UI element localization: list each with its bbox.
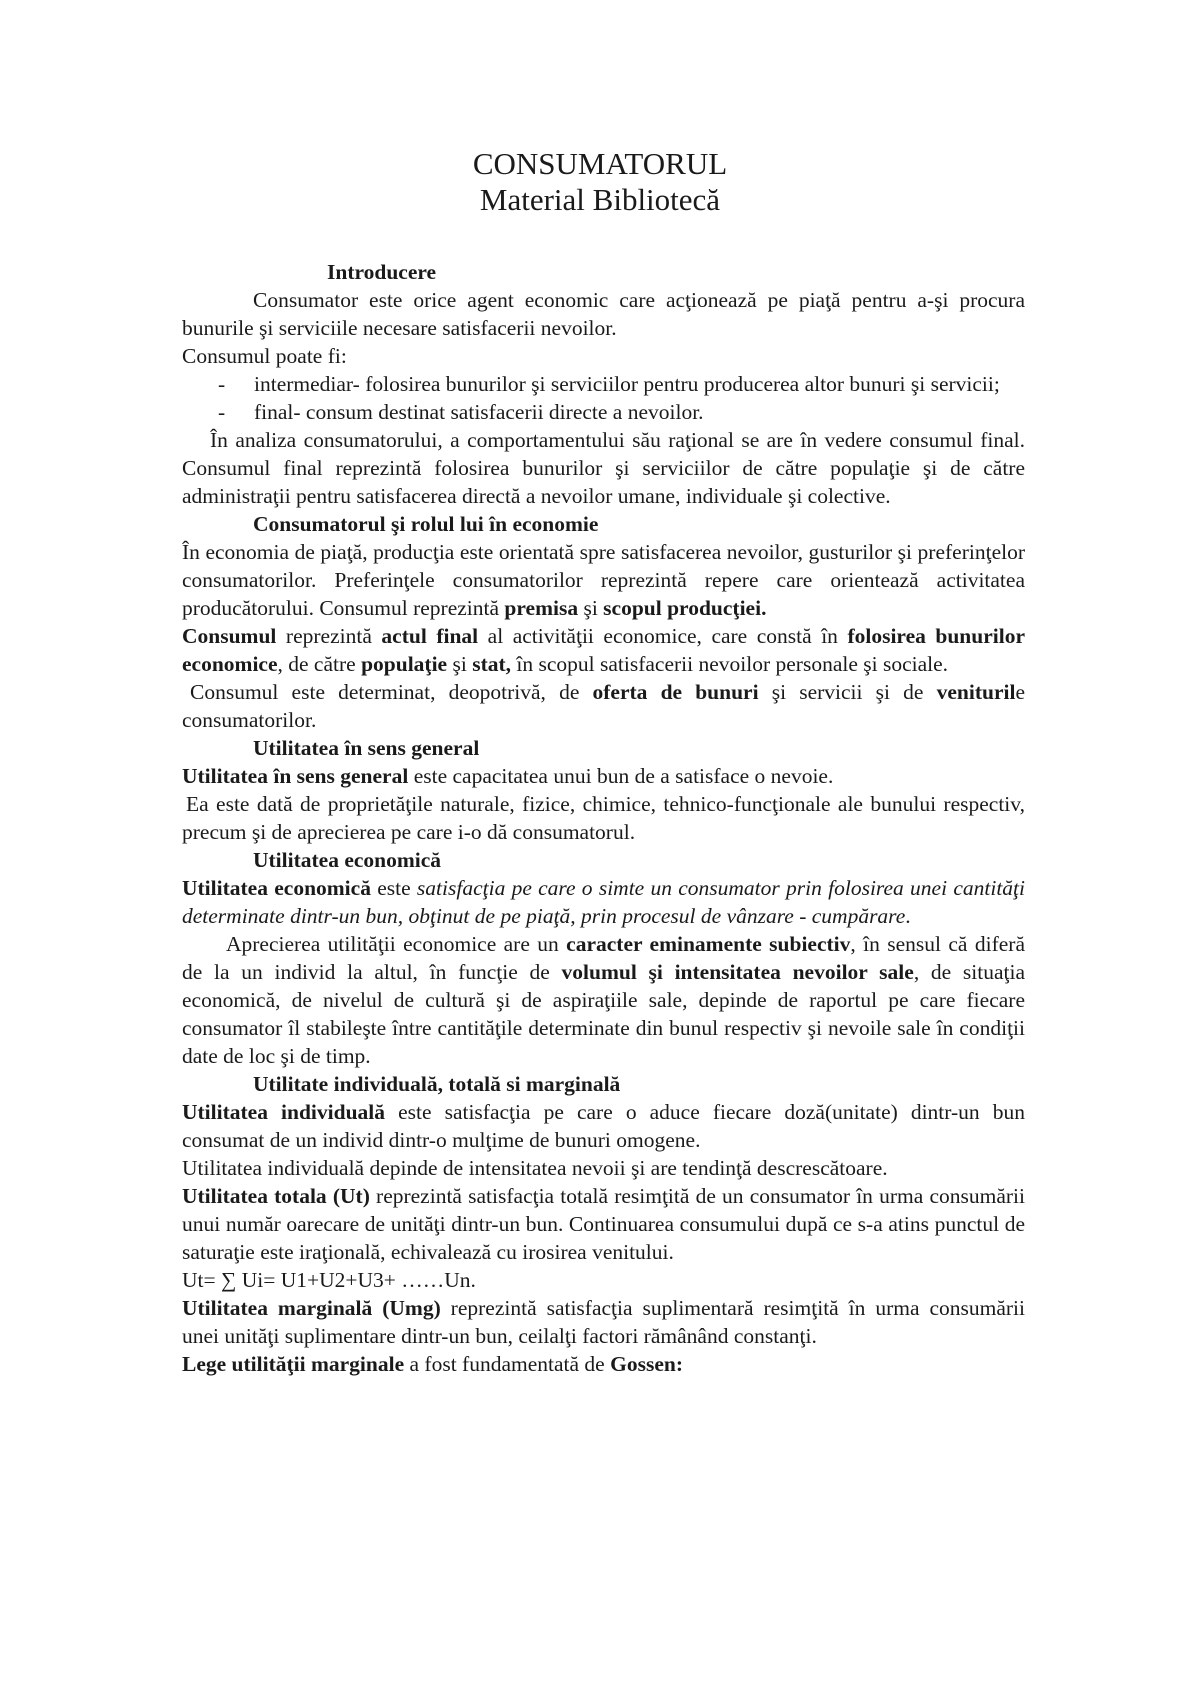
paragraph-consumption-determined: Consumul este determinat, deopotrivă, de oferta de bunuri şi servicii şi de veniturile consumatorilor. <box>182 680 1025 732</box>
document-title <box>0 146 1200 218</box>
heading-general-utility: Utilitatea în sens general <box>253 736 480 760</box>
paragraph-total-utility: Utilitatea totala (Ut) reprezintă satisfacţia totală resimţită de un consumator în urma consumării unui număr oarecare de unităţi dintr-un bun. Continuarea consumului după ce s-a atins punctul de saturaţie este iraţională, echivalează cu irosirea venitului. <box>182 1184 1025 1264</box>
paragraph-final-consumption: În analiza consumatorului, a comportamentului său raţional se are în vedere consumul final. Consumul final reprezintă folosirea bunurilor şi serviciilor de către populaţie şi de către administraţii pentru satisfacerea directă a nevoilor umane, individuale şi colective. <box>182 428 1025 508</box>
paragraph-individual-utility-tendency: Utilitatea individuală depinde de intensitatea nevoii şi are tendinţă descrescătoare. <box>182 1156 888 1180</box>
list-item-text: intermediar- folosirea bunurilor şi serviciilor pentru producerea altor bunuri şi servicii; <box>254 372 1000 396</box>
paragraph-marginal-law: Lege utilităţii marginale a fost fundamentată de Gossen: <box>182 1352 683 1376</box>
heading-economic-utility: Utilitatea economică <box>253 848 442 872</box>
list-dash: - <box>218 400 226 424</box>
heading-consumer-role: Consumatorul şi rolul lui în economie <box>253 512 599 536</box>
paragraph-general-utility-properties: Ea este dată de proprietăţile naturale, fizice, chimice, tehnico-funcţionale ale bunului respectiv, precum şi de aprecierea pe care i-o dă consumatorul. <box>182 792 1025 844</box>
document-body <box>182 258 1025 1378</box>
paragraph-general-utility-definition: Utilitatea în sens general este capacitatea unui bun de a satisface o nevoie. <box>182 764 834 788</box>
paragraph-consumption-types: Consumul poate fi: <box>182 344 347 368</box>
list-item-text: final- consum destinat satisfacerii directe a nevoilor. <box>254 400 704 424</box>
paragraph-consumption-act: Consumul reprezintă actul final al activităţii economice, care constă în folosirea bunurilor economice, de către populaţie şi stat, în scopul satisfacerii nevoilor personale şi sociale. <box>182 624 1026 676</box>
formula-total-utility: Ut= ∑ Ui= U1+U2+U3+ ……Un. <box>182 1268 476 1292</box>
title-line-1: CONSUMATORUL <box>472 146 728 181</box>
paragraph-market-economy: În economia de piaţă, producţia este orientată spre satisfacerea nevoilor, gusturilor şi preferinţelor consumatorilor. Preferinţele consumatorilor reprezintă repere care orientează activitatea producătorului. Consumul reprezintă premisa şi scopul producţiei. <box>182 540 1025 620</box>
paragraph-individual-utility: Utilitatea individuală este satisfacţia pe care o aduce fiecare doză(unitate) dintr-un bun consumat de un individ dintr-o mulţime de bunuri omogene. <box>182 1100 1025 1152</box>
paragraph-economic-utility-appreciation: Aprecierea utilităţii economice are un caracter eminamente subiectiv, în sensul că diferă de la un individ la altul, în funcţie de volumul şi intensitatea nevoilor sale, de situaţia economică, de nivelul de cultură şi de aspiraţiile sale, depinde de raportul pe care fiecare consumator îl stabileşte între cantităţile determinate din bunul respectiv şi nevoile sale în condiţii date de loc şi de timp. <box>182 932 1026 1068</box>
paragraph-consumer-definition: Consumator este orice agent economic care acţionează pe piaţă pentru a-şi procura bunurile şi serviciile necesare satisfacerii nevoilor. <box>182 288 1025 340</box>
list-dash: - <box>218 372 226 396</box>
list-item-final <box>182 398 1025 426</box>
paragraph-economic-utility-definition: Utilitatea economică este satisfacţia pe care o simte un consumator prin folosirea unei cantităţi determinate dintr-un bun, obţinut de pe piaţă, prin procesul de vânzare - cumpărare. <box>182 876 1025 928</box>
heading-introducere: Introducere <box>327 260 437 284</box>
title-line-2: Material Bibliotecă <box>479 182 721 217</box>
list-item-intermediar <box>182 370 1025 398</box>
paragraph-marginal-utility: Utilitatea marginală (Umg) reprezintă satisfacţia suplimentară resimţită în urma consumării unei unităţi suplimentare dintr-un bun, ceilalţi factori rămânând constanţi. <box>182 1296 1025 1348</box>
heading-individual-total-marginal: Utilitate individuală, totală si marginală <box>253 1072 621 1096</box>
